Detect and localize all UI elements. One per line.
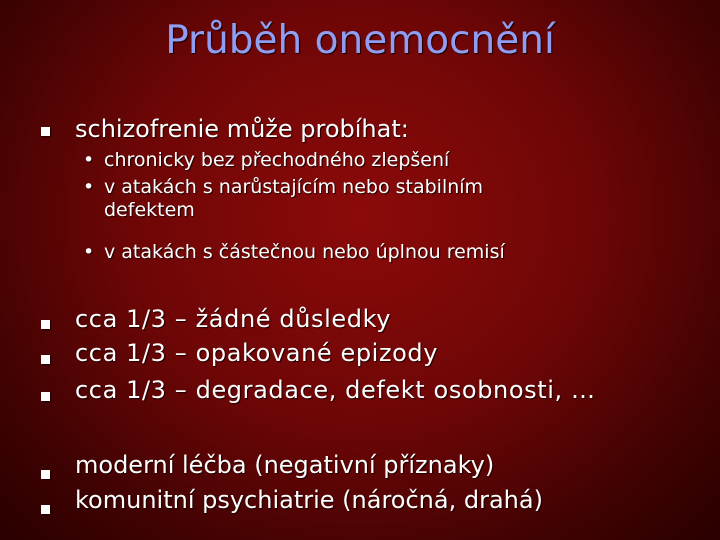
treatment-community: komunitní psychiatrie (náročná, drahá) — [75, 486, 543, 514]
sub-bullet-icon: • — [83, 176, 95, 198]
sub-bullet-icon: • — [83, 241, 95, 263]
sub-item-attacks-defect: v atakách s narůstajícím nebo stabilním — [104, 176, 484, 198]
bullet-square-icon — [41, 355, 50, 364]
treatment-modern: moderní léčba (negativní příznaky) — [75, 451, 495, 479]
bullet-square-icon — [41, 505, 50, 514]
outcome-repeated-episodes: cca 1/3 – opakované epizody — [75, 339, 439, 367]
intro-text: schizofrenie může probíhat: — [75, 115, 409, 143]
bullet-square-icon — [41, 320, 50, 329]
sub-bullet-icon: • — [83, 149, 95, 171]
slide-title: Průběh onemocnění — [165, 18, 555, 63]
sub-item-attacks-defect-cont: defektem — [104, 199, 195, 221]
outcome-no-consequences: cca 1/3 – žádné důsledky — [75, 305, 392, 333]
sub-item-chronic: chronicky bez přechodného zlepšení — [104, 149, 450, 171]
bullet-square-icon — [41, 127, 50, 136]
outcome-degradation: cca 1/3 – degradace, defekt osobnosti, … — [75, 376, 596, 404]
bullet-square-icon — [41, 470, 50, 479]
bullet-square-icon — [41, 392, 50, 401]
sub-item-attacks-remission: v atakách s částečnou nebo úplnou remisí — [104, 241, 505, 263]
